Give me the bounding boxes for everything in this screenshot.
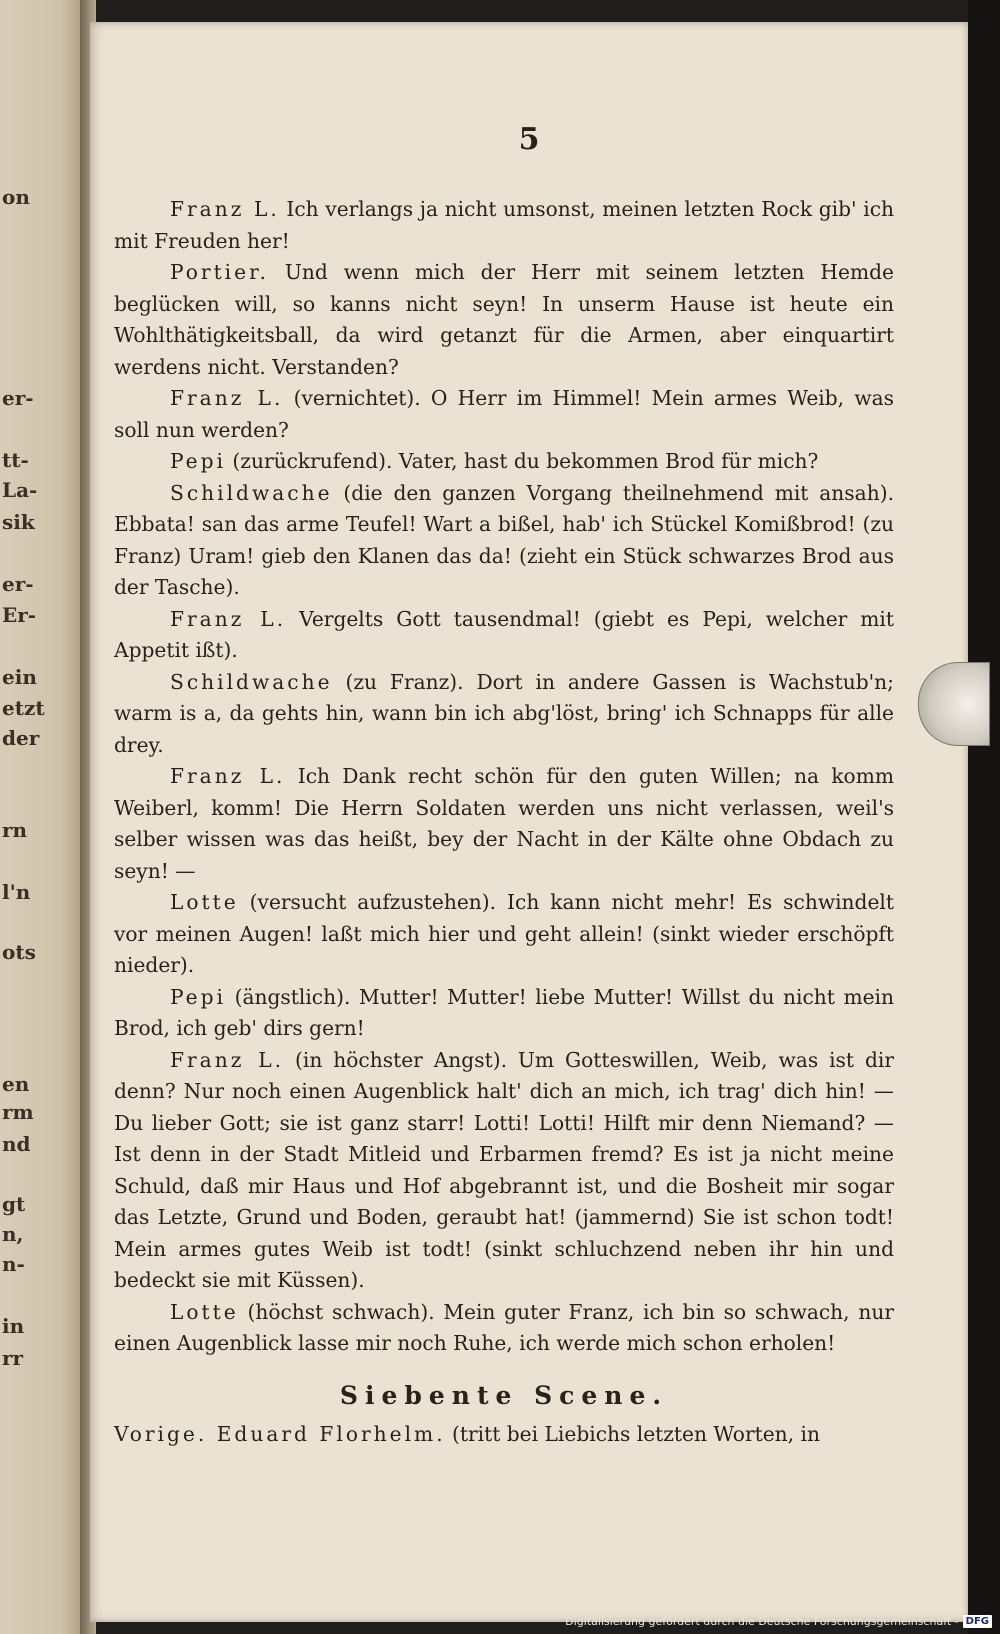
previous-page-fragment: etzt: [2, 696, 45, 720]
scanner-edge: [968, 0, 1000, 1634]
dialogue-text: (in höchster Angst). Um Gotteswillen, Weib, was ist dir denn? Nur noch einen Augenblick halt' dich an mich, ich trag' dich hin! — Du lieber Gott; sie ist ganz starr! Lotti! Lotti! Hilft mir denn Niemand? — Ist denn in der Stadt Mitleid und Erbarmen fremd? Es ist ja nicht meine Schuld, daß mir Haus und Hof abgebrannt ist, und die Bosheit mir sogar das Letzte, Grund und Boden, geraubt hat! (jammernd) Sie ist schon todt! Mein armes gutes Weib ist todt! (sinkt schluchzend neben ihr hin und bedeckt sie mit Küssen).: [114, 1047, 894, 1292]
speaker-name: Pepi: [170, 984, 227, 1009]
speaker-name: Franz L.: [170, 386, 284, 410]
dialogue-paragraph: [114, 478, 894, 604]
dialogue-text: (ängstlich). Mutter! Mutter! liebe Mutter! Willst du nicht mein Brod, ich geb' dirs gern!: [114, 984, 894, 1040]
scene-title: Siebente Scene.: [339, 1380, 669, 1410]
speaker-name: Lotte: [170, 890, 239, 914]
dialogue-paragraph: [114, 446, 894, 478]
speaker-name: Schildwache: [170, 669, 333, 694]
dialogue-paragraph: [114, 257, 894, 383]
dialogue-paragraph: [114, 982, 894, 1045]
page-number: 5: [518, 122, 540, 157]
stage-line-speakers: Vorige. Eduard Florhelm.: [114, 1422, 446, 1446]
previous-page-fragment: Er-: [2, 603, 37, 627]
dialogue-text: Ich verlangs ja nicht umsonst, meinen letzten Rock gib' ich mit Freuden her!: [114, 197, 894, 253]
previous-page-fragment: rm: [2, 1100, 34, 1124]
book-page: [90, 22, 968, 1622]
previous-page-fragment: gt: [2, 1192, 26, 1216]
speaker-name: Schildwache: [170, 480, 333, 505]
stage-line-text: (tritt bei Liebichs letzten Worten, in: [445, 1422, 820, 1446]
dialogue-paragraph: [114, 761, 894, 887]
previous-page-fragment: n-: [2, 1252, 25, 1276]
previous-page-edge: [0, 0, 86, 1634]
speaker-name: Portier.: [170, 260, 269, 284]
page-clip-tab: [918, 662, 990, 746]
dfg-logo: DFG: [963, 1615, 992, 1628]
dialogue-paragraph: [114, 383, 894, 446]
dialogue-text: (die den ganzen Vorgang theilnehmend mit ansah). Ebbata! san das arme Teufel! Wart a bißel, hab' ich Stückel Komißbrod! (zu Franz) Uram! gieb den Klanen das da! (zieht ein Stück schwarzes Brod aus der Tasche).: [114, 480, 894, 599]
page-text: [114, 194, 894, 1451]
dialogue-text: (vernichtet). O Herr im Himmel! Mein armes Weib, was soll nun werden?: [114, 386, 894, 442]
dialogue-text: (zurückrufend). Vater, hast du bekommen Brod für mich?: [226, 449, 819, 473]
dialogue-paragraph: [114, 1297, 894, 1360]
previous-page-fragment: tt-: [2, 448, 29, 472]
footer-text: Digitalisierung gefördert durch die Deutsche Forschungsgemeinschaft -: [565, 1614, 959, 1628]
footer-credit: [565, 1612, 992, 1630]
speaker-name: Franz L.: [170, 1047, 285, 1072]
dialogue-text: Ich Dank recht schön für den guten Willen; na komm Weiberl, komm! Die Herrn Soldaten werden uns nicht verlassen, weil's selber wissen was das heißt, bey der Nacht in der Kälte ohne Obdach zu seyn! —: [114, 764, 894, 883]
previous-page-fragment: ots: [2, 940, 36, 964]
dialogue-text: (versucht aufzustehen). Ich kann nicht mehr! Es schwindelt vor meinen Augen! laßt mich hier und geht allein! (sinkt wieder erschöpft nieder).: [114, 890, 894, 977]
dialogue-text: (zu Franz). Dort in andere Gassen is Wachstub'n; warm is a, da gehts hin, wann bin ich abg'löst, bring' ich Schnapps für alle drey.: [114, 669, 894, 757]
previous-page-fragment: rn: [2, 818, 28, 842]
previous-page-fragment: er-: [2, 386, 34, 410]
stage-direction-line: [114, 1419, 894, 1451]
dialogue-text: (höchst schwach). Mein guter Franz, ich bin so schwach, nur einen Augenblick lasse mir noch Ruhe, ich werde mich schon erholen!: [114, 1299, 894, 1355]
dialogue-paragraph: [114, 887, 894, 982]
dialogue-text: Und wenn mich der Herr mit seinem letzten Hemde beglücken will, so kanns nicht seyn! In unserm Hause ist heute ein Wohlthätigkeitsball, da wird getanzt für die Armen, aber einquartirt werdens nicht. Verstanden?: [114, 260, 894, 379]
speaker-name: Pepi: [170, 449, 227, 473]
speaker-name: Franz L.: [170, 764, 286, 788]
previous-page-fragment: ein: [2, 665, 37, 689]
previous-page-fragment: en: [2, 1072, 30, 1096]
previous-page-fragment: in: [2, 1314, 25, 1338]
speaker-name: Lotte: [170, 1299, 239, 1324]
dialogue-text: Vergelts Gott tausendmal! (giebt es Pepi, welcher mit Appetit ißt).: [114, 606, 894, 662]
previous-page-fragment: La-: [2, 478, 38, 502]
speaker-name: Franz L.: [170, 606, 287, 631]
previous-page-fragment: l'n: [2, 880, 31, 904]
previous-page-fragment: rr: [2, 1346, 24, 1370]
previous-page-fragment: on: [2, 185, 30, 209]
dialogue-paragraph: [114, 667, 894, 762]
dialogue-paragraph: [114, 194, 894, 257]
previous-page-fragment: er-: [2, 572, 34, 596]
dialogue-paragraph: [114, 604, 894, 667]
previous-page-fragment: der: [2, 726, 40, 750]
previous-page-fragment: n,: [2, 1222, 24, 1246]
previous-page-fragment: nd: [2, 1132, 31, 1156]
dialogue-paragraph: [114, 1045, 894, 1297]
speaker-name: Franz L.: [170, 197, 280, 221]
previous-page-fragment: sik: [2, 510, 35, 534]
